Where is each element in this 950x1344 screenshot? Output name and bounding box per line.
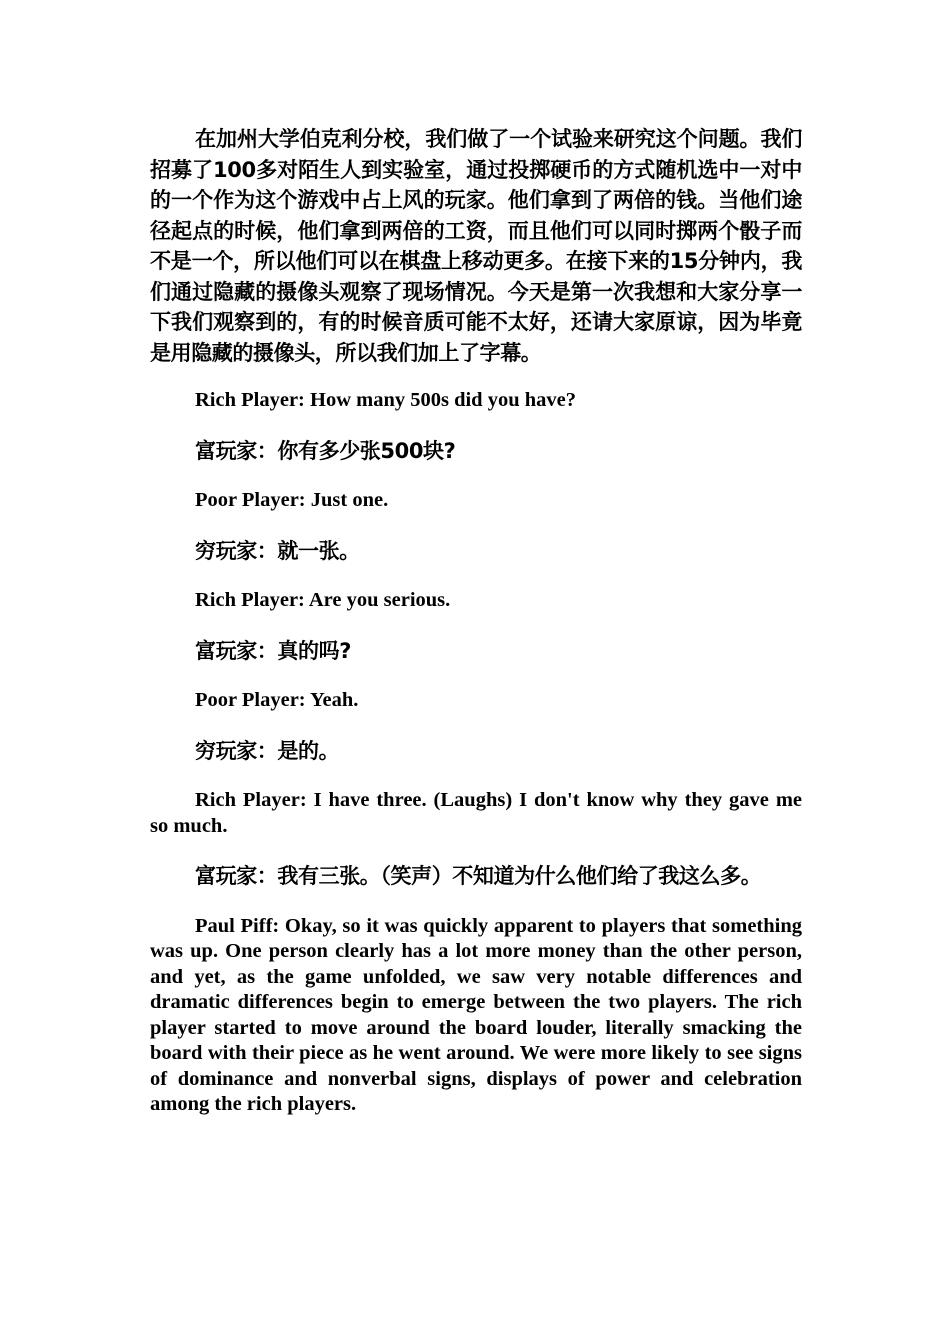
dialogue-line-en: Poor Player: Just one. — [195, 489, 389, 511]
dialogue-line-zh: 富玩家：真的吗? — [195, 638, 351, 663]
document-page — [150, 124, 802, 1140]
dialogue-line-en: Poor Player: Yeah. — [195, 689, 359, 711]
dialogue-line-zh: 穷玩家：是的。 — [195, 738, 340, 763]
dialogue-line-zh: 富玩家：你有多少张500块? — [195, 438, 456, 463]
narration-paragraph-en: Paul Piff: Okay, so it was quickly apparent to players that something was up. One person clearly has a lot more money than the other person, and yet, as the game unfolded, we saw very notable differences and dramatic differences begin to emerge between the two players. The rich player started to move around the board louder, literally smacking the board with their piece as he went around. We were more likely to see signs of dominance and nonverbal signs, displays of power and celebration among the rich players. — [150, 914, 802, 1115]
dialogue-line-en: Rich Player: I have three. (Laughs) I don't know why they gave me so much. — [150, 789, 802, 837]
dialogue-line-en: Rich Player: Are you serious. — [195, 589, 451, 611]
dialogue-line-zh: 穷玩家：就一张。 — [195, 538, 360, 563]
dialogue-line-zh: 富玩家：我有三张。（笑声）不知道为什么他们给了我这么多。 — [195, 864, 762, 888]
intro-paragraph-zh: 在加州大学伯克利分校，我们做了一个试验来研究这个问题。我们招募了100多对陌生人到实验室，通过投掷硬币的方式随机选中一对中的一个作为这个游戏中占上风的玩家。他们拿到了两倍的钱。当他们途径起点的时候，他们拿到两倍的工资，而且他们可以同时掷两个骰子而不是一个，所以他们可以在棋盘上移动更多。在接下来的15分钟内，我们通过隐藏的摄像头观察了现场情况。今天是第一次我想和大家分享一下我们观察到的，有的时候音质可能不太好，还请大家原谅，因为毕竟是用隐藏的摄像头，所以我们加上了字幕。 — [150, 127, 802, 365]
dialogue-line-en: Rich Player: How many 500s did you have? — [195, 389, 576, 411]
